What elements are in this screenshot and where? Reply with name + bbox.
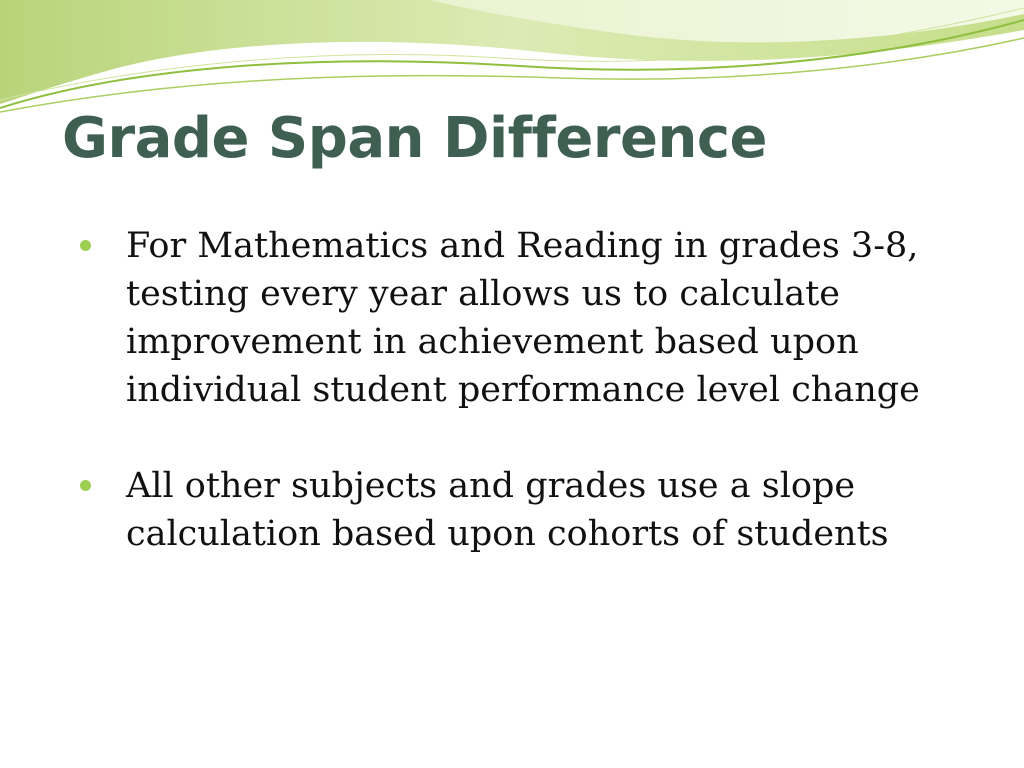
bullet-item: [78, 222, 958, 414]
bullet-text: For Mathematics and Reading in grades 3-8, testing every year allows us to calculate improvement in achievement based upon individual student performance level change: [126, 226, 920, 410]
bullet-text: All other subjects and grades use a slope calculation based upon cohorts of students: [126, 466, 889, 554]
bullet-dot-icon: [80, 480, 91, 491]
slide-title: Grade Span Difference: [62, 106, 768, 171]
bullet-item: [78, 462, 958, 558]
bullet-dot-icon: [80, 240, 91, 251]
bullet-list: [78, 222, 958, 606]
